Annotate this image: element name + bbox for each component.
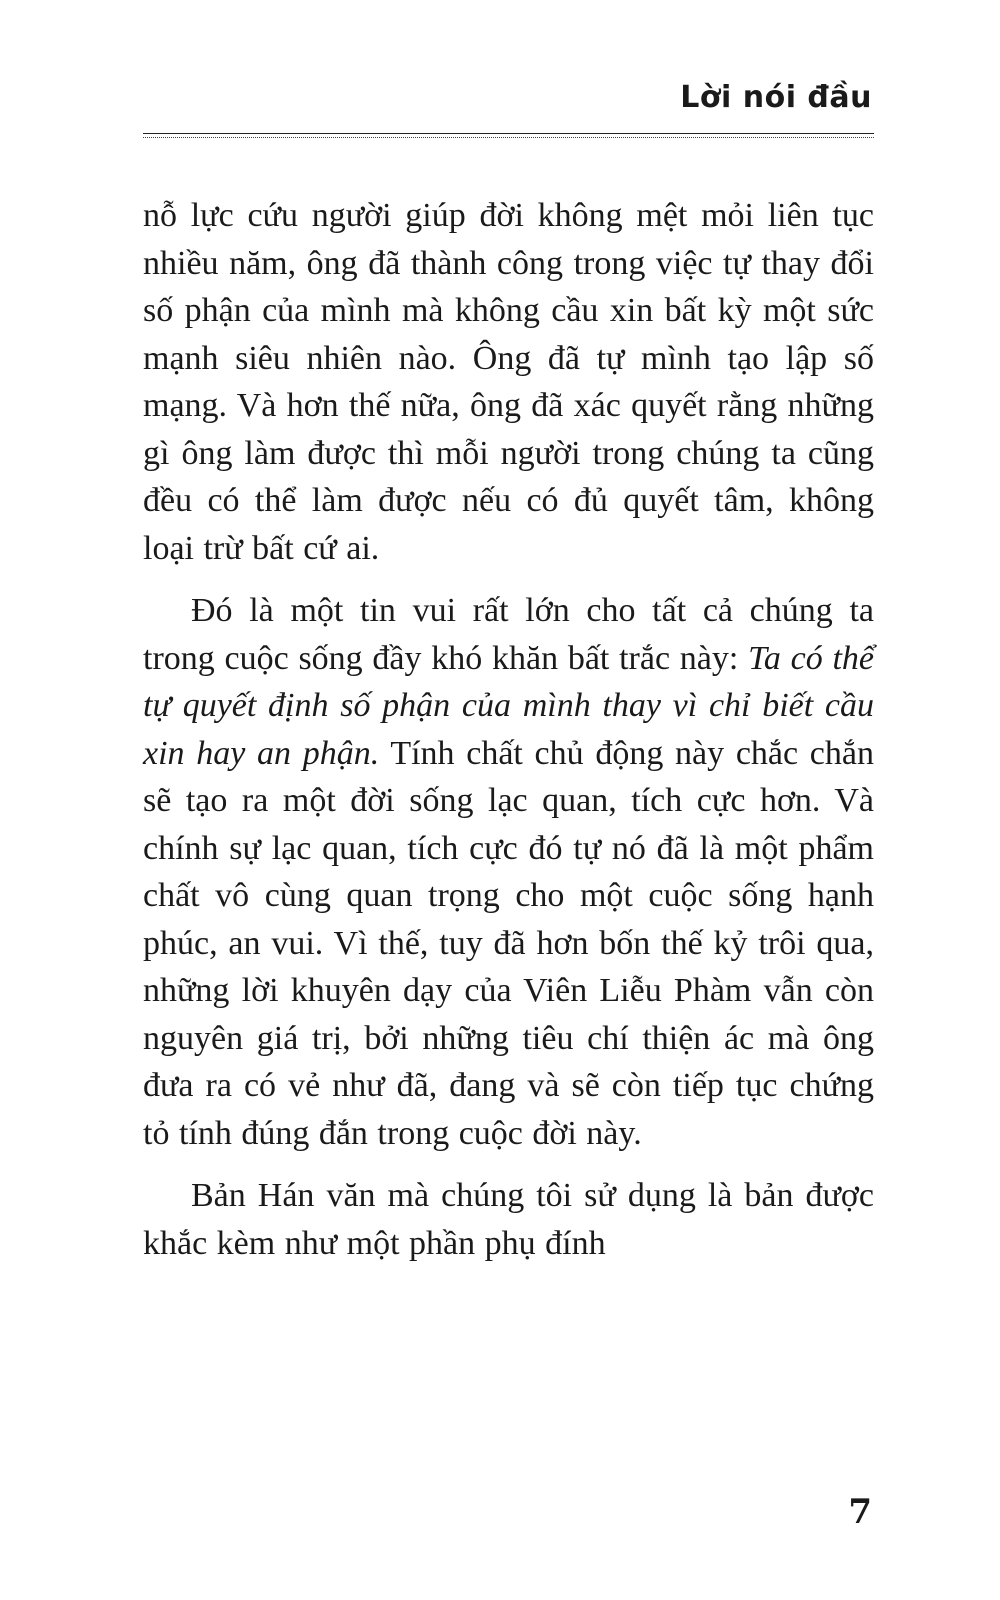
- paragraph-3-text: Bản Hán văn mà chúng tôi sử dụng là bản được khắc kèm như một phần phụ đính: [143, 1177, 874, 1262]
- paragraph-2: [143, 587, 874, 1157]
- paragraph-1: [143, 192, 874, 572]
- header-rule: [143, 133, 874, 134]
- body-text: [143, 192, 874, 1282]
- paragraph-2-italic-text: Ta có thể tự quyết định số phận của mình thay vì chỉ biết cầu xin hay an phận.: [143, 639, 874, 772]
- paragraph-2-text-end: Tính chất chủ động này chắc chắn sẽ tạo ra một đời sống lạc quan, tích cực hơn. Và chính sự lạc quan, tích cực đó tự nó đã là một phẩm chất vô cùng quan trọng cho một cuộc sống hạnh phúc, an vui. Vì thế, tuy đã hơn bốn thế kỷ trôi qua, những lời khuyên dạy của Viên Liễu Phàm vẫn còn nguyên giá trị, bởi những tiêu chí thiện ác mà ông đưa ra có vẻ như đã, đang và sẽ còn tiếp tục chứng tỏ tính đúng đắn trong cuộc đời này.: [143, 734, 874, 1152]
- running-header-title: Lời nói đầu: [680, 80, 872, 115]
- header-rule-dotted: [143, 137, 874, 138]
- page-number: 7: [848, 1492, 872, 1532]
- paragraph-3: [143, 1172, 874, 1267]
- paragraph-2-text-start: Đó là một tin vui rất lớn cho tất cả chúng ta trong cuộc sống đầy khó khăn bất trắc này:: [143, 592, 874, 677]
- paragraph-1-text: nỗ lực cứu người giúp đời không mệt mỏi liên tục nhiều năm, ông đã thành công trong việc tự thay đổi số phận của mình mà không cầu xin bất kỳ một sức mạnh siêu nhiên nào. Ông đã tự mình tạo lập số mạng. Và hơn thế nữa, ông đã xác quyết rằng những gì ông làm được thì mỗi người trong chúng ta cũng đều có thể làm được nếu có đủ quyết tâm, không loại trừ bất cứ ai.: [143, 197, 874, 567]
